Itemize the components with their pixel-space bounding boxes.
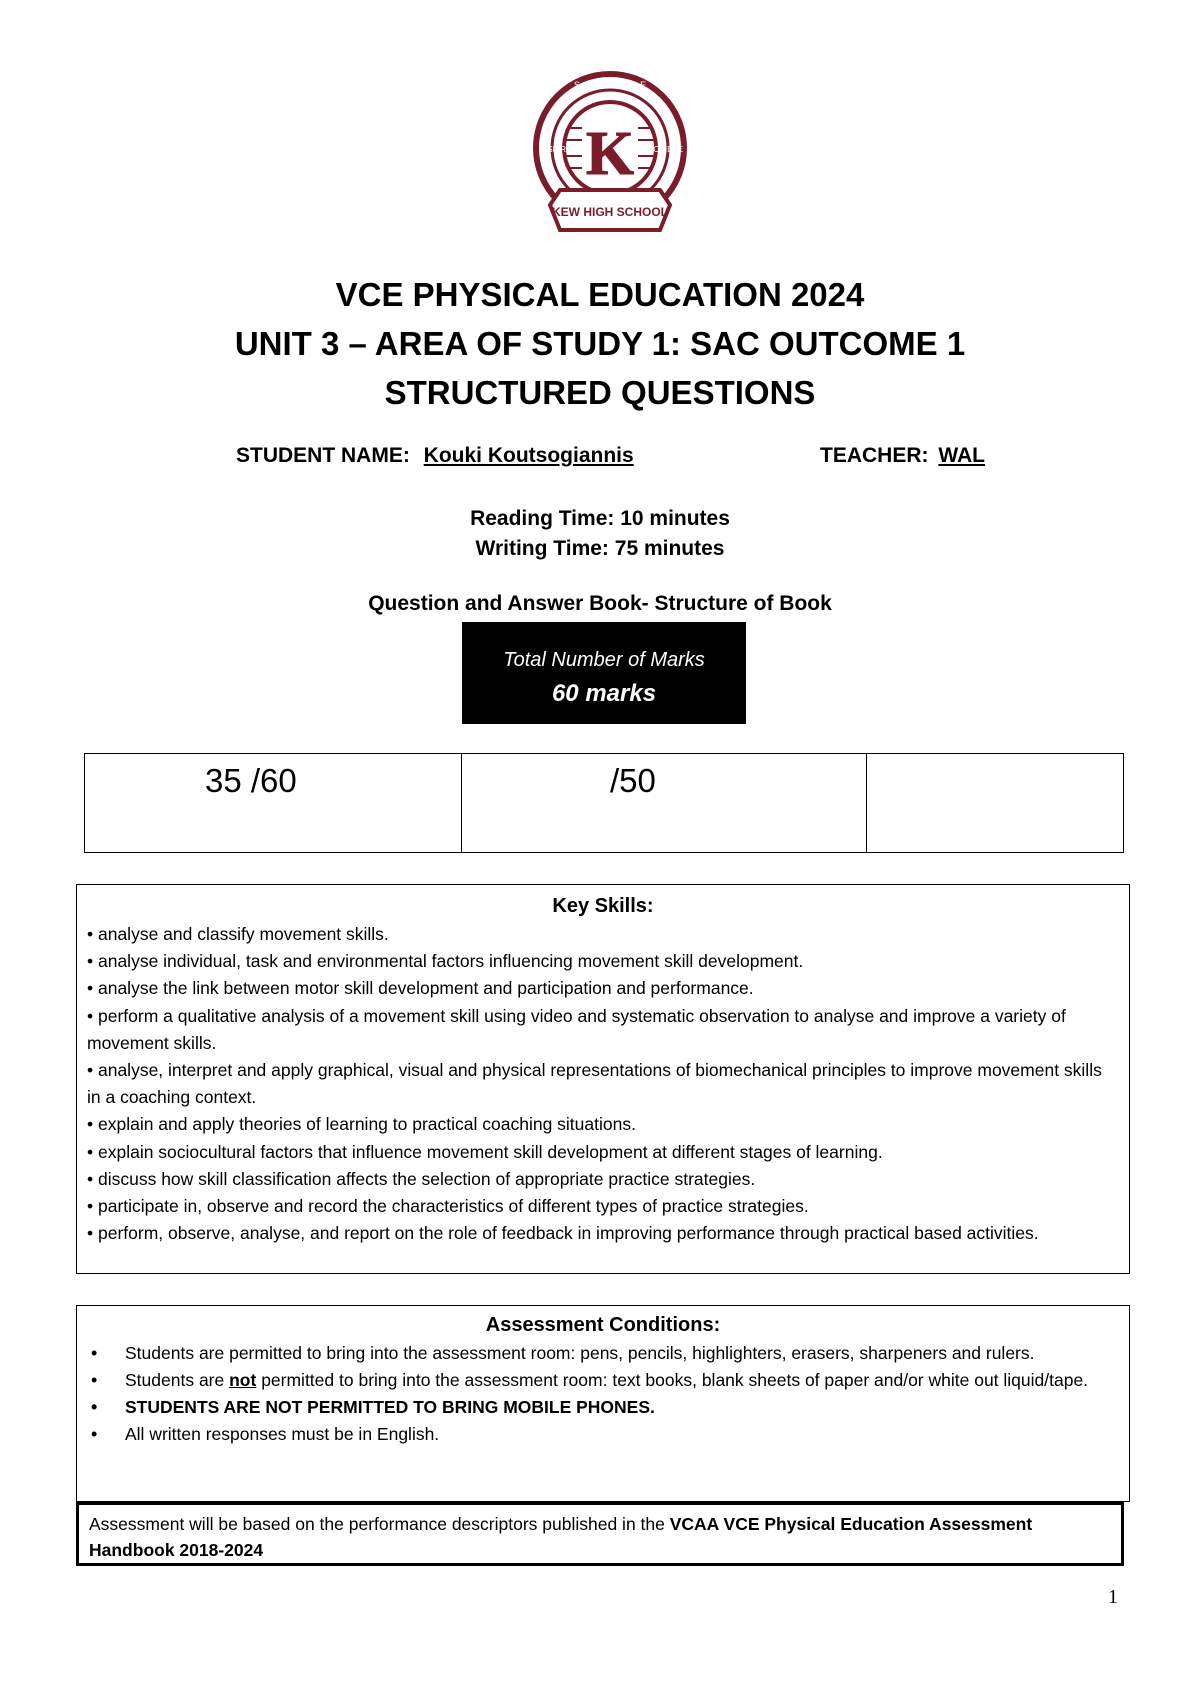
skill-item: • analyse the link between motor skill development and participation and performance. (87, 978, 754, 999)
score-cell: 35 /60 (85, 754, 462, 852)
total-marks-value: 60 marks (551, 680, 657, 707)
condition-text: permitted to bring into the assessment room: text books, blank sheets of paper and/or white out liquid/tape. (256, 1370, 1089, 1390)
reading-time: Reading Time: 10 minutes (470, 507, 730, 530)
title-line-1: VCE PHYSICAL EDUCATION 2024 (335, 276, 865, 313)
condition-item: • Students are permitted to bring into the assessment room: pens, pencils, highlighters, erasers, sharpeners and rulers. (87, 1340, 1119, 1367)
teacher-label: TEACHER: (820, 444, 929, 467)
score-table (84, 753, 1124, 853)
book-structure-heading: Question and Answer Book- Structure of Book (368, 592, 832, 615)
total-marks-box (462, 622, 746, 724)
skill-item: • discuss how skill classification affects the selection of appropriate practice strategies. (87, 1168, 756, 1189)
crest-letter: K (585, 120, 635, 188)
skill-item: • perform, observe, analyse, and report on the role of feedback in improving performance through practical based activities. (87, 1223, 1039, 1244)
page-number: 1 (1108, 1586, 1118, 1608)
document-title (0, 270, 1200, 417)
conditions-heading: Assessment Conditions: (485, 1314, 721, 1336)
skill-item: • explain sociocultural factors that influence movement skill development at different stages of learning. (87, 1141, 883, 1162)
condition-emphasis: not (229, 1370, 257, 1390)
skill-item: • analyse individual, task and environmental factors influencing movement skill development. (87, 951, 804, 972)
condition-text: Students are (125, 1370, 230, 1390)
skill-item: • explain and apply theories of learning to practical coaching situations. (87, 1114, 636, 1135)
timing-info (0, 504, 1200, 564)
student-name-value: Kouki Koutsogiannis (423, 444, 634, 467)
title-line-3: STRUCTURED QUESTIONS (384, 374, 816, 411)
teacher-row (820, 444, 985, 468)
student-name-label: STUDENT NAME: (236, 444, 410, 467)
score-cell: /50 (462, 754, 867, 852)
skill-item: • analyse, interpret and apply graphical, visual and physical representations of biomechanical principles to improve movement skills in a coaching context. (87, 1060, 1102, 1108)
teacher-value: WAL (938, 444, 985, 467)
crest-left-word: ASPIRE (542, 145, 572, 154)
note-bold: VCAA VCE Physical Education Assessment Handbook 2018-2024 (89, 1514, 1033, 1560)
condition-item (87, 1367, 1119, 1394)
student-name-row (236, 444, 634, 468)
crest-school-name: KEW HIGH SCHOOL (552, 205, 668, 219)
skill-item: • participate in, observe and record the characteristics of different types of practice strategies. (87, 1196, 809, 1217)
crest-right-word: ACHIEVE (648, 145, 684, 154)
score-cell (867, 754, 1123, 852)
conditions-list (87, 1340, 1119, 1448)
assessment-conditions-box (76, 1305, 1130, 1502)
total-marks-label: Total Number of Marks (503, 649, 705, 671)
skill-item: • perform a qualitative analysis of a movement skill using video and systematic observation to analyse and improve a variety of movement skills. (87, 1005, 1066, 1053)
key-skills-heading: Key Skills: (552, 895, 654, 917)
assessment-note (76, 1502, 1124, 1566)
condition-item: • All written responses must be in English. (87, 1421, 1119, 1448)
skill-item: • analyse and classify movement skills. (87, 924, 389, 944)
writing-time: Writing Time: 75 minutes (475, 537, 725, 560)
condition-item: • STUDENTS ARE NOT PERMITTED TO BRING MOBILE PHONES. (87, 1394, 1119, 1421)
key-skills-box (76, 884, 1130, 1274)
note-text: Assessment will be based on the performance descriptors published in the (89, 1514, 670, 1534)
school-crest-logo (530, 70, 690, 240)
crest-motto: S · T · R · I · V · E (573, 80, 647, 90)
title-line-2: UNIT 3 – AREA OF STUDY 1: SAC OUTCOME 1 (234, 325, 966, 362)
